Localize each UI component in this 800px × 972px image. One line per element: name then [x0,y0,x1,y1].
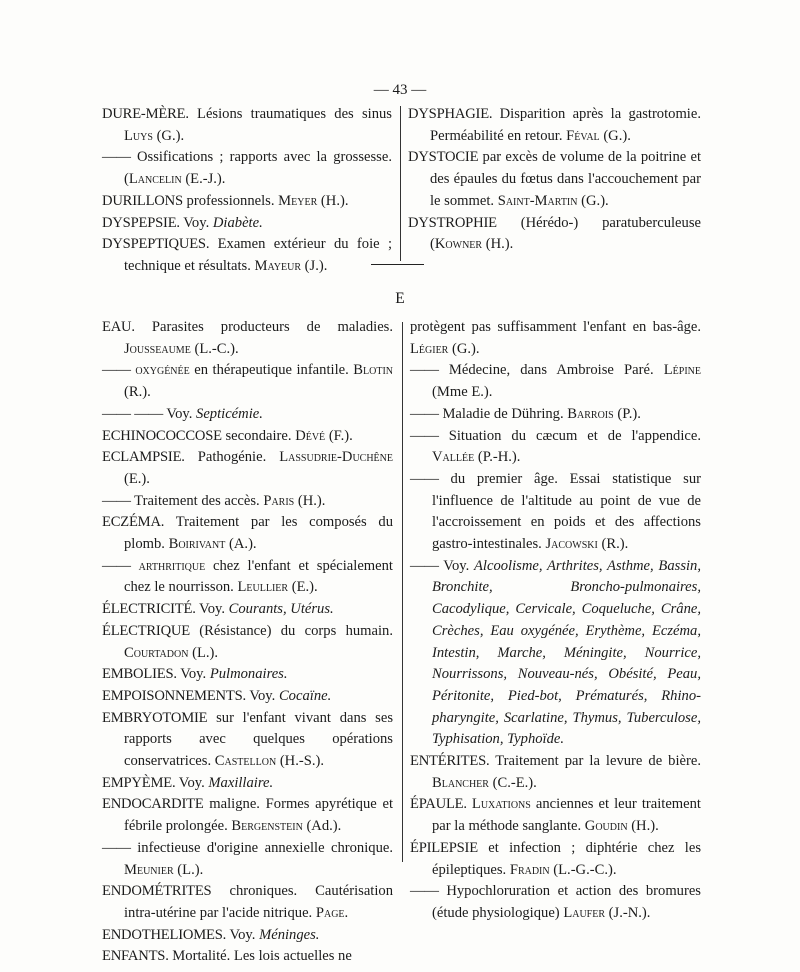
index-entry [408,104,701,147]
cross-reference: Méninges. [259,926,320,943]
entry-heading: ENDOCARDITE [102,796,204,813]
author-initials: (H.). [294,492,326,509]
author-name: Barrois [567,405,614,422]
author-initials: (G.). [599,127,631,144]
author-name: Kowner [434,236,483,253]
index-entry [102,708,393,773]
index-entry [410,838,701,881]
entry-heading: DYSTROPHIE [408,214,497,231]
entry-text: Examen extérieur du foie ; technique et résultats. [124,236,392,274]
author-initials: (G.). [152,127,185,144]
index-entry [410,881,701,924]
index-entry [102,491,393,513]
index-entry [102,946,393,968]
author-name: Fradin [509,861,550,878]
index-entry [410,360,701,403]
entry-heading: ENDOTHELIOMES. [102,926,227,943]
entry-heading: ÉPILEPSIE [410,839,478,856]
index-entry [102,447,393,490]
entry-text: Voy. [438,557,475,574]
entry-text: Traitement des accès. [130,492,264,509]
index-entry [102,599,393,621]
author-initials: (J.). [301,257,328,274]
author-initials: (H.). [317,192,349,209]
entry-subheading: Luxations [471,796,531,813]
author-initials: (L.-G.-C.). [549,861,617,878]
index-entry [102,512,393,555]
index-entry [102,104,392,147]
author-initials: (R.). [597,536,629,553]
entry-text: chroniques. Cautérisation intra-utérine par l'acide nitrique. [124,883,393,921]
index-entry [408,213,701,256]
author-initials: (F.). [325,427,353,444]
entry-text: Lésions traumatiques des sinus [188,106,392,122]
author-initials: (C.-E.). [488,774,537,791]
entry-heading: —— [410,427,439,444]
entry-heading: —— [410,405,439,422]
author-initials: (P.-H.). [474,449,521,466]
page-number: — 43 — [373,82,427,98]
entry-heading: DYSPEPSIE. [102,214,180,231]
author-name: Blotin [353,362,393,379]
author-name: Meyer [278,192,318,209]
author-name: Boirivant [168,536,226,553]
entry-heading: DURE-MÈRE. [102,106,189,122]
entry-heading: EMBRYOTOMIE [102,709,208,726]
index-entry [102,621,393,664]
author-name: Castellon [214,753,277,770]
index-entry [410,404,701,426]
index-entry [408,147,701,212]
index-entry [410,426,701,469]
entry-text: Traitement par les composés du plomb. [124,514,393,553]
author-initials: (G.). [577,192,609,209]
index-entry [102,925,393,947]
author-initials: (L.). [173,861,204,878]
author-initials: (P.). [613,405,641,422]
author-name: Vallée [432,449,475,466]
entry-text: Médecine, dans Ambroise Paré. [438,362,664,379]
entry-heading: DURILLONS [102,192,183,209]
author-name: Légier [410,340,449,357]
entry-heading: DYSTOCIE [408,149,479,166]
entry-text: Pathogénie. [184,449,280,466]
entry-text: chez l'enfant et spécialement chez le nourrisson. [124,557,393,596]
entry-text: Mortalité. Les lois actuelles ne [168,948,352,965]
author-initials: (E.). [124,470,150,487]
cross-reference: Pulmonaires. [209,666,288,683]
index-entry [102,317,393,360]
entry-heading: ECZÉMA. [102,514,165,531]
author-initials: (Ad.). [302,818,342,835]
entry-text: Voy. [175,774,209,791]
index-entry [102,794,393,837]
index-entry [102,686,393,708]
author-name: Goudin [584,818,628,835]
author-name: Luys [124,127,153,144]
entry-heading: EAU. [102,319,135,335]
author-initials: (L.). [188,644,219,661]
index-entry [102,426,393,448]
entry-heading: —— [410,557,439,574]
index-entry [410,556,701,751]
author-name: Page [315,904,345,921]
author-initials: . [344,904,349,921]
entry-heading: —— [102,492,131,509]
entry-text: Traitement par la levure de bière. [489,753,701,770]
author-initials: (H.). [482,236,514,253]
entry-text: et infection ; diphtérie chez les épileptiques. [432,839,701,878]
author-initials: (J.-N.). [605,904,651,921]
author-initials: (A.). [225,536,257,553]
entry-text: Disparition après la gastrotomie. Perméabilité en retour. [430,106,701,144]
entry-heading: ENDOMÉTRITES [102,883,212,900]
author-name: Mayeur [254,257,302,274]
entry-heading: ENTÉRITES. [410,753,490,770]
cross-reference: Alcoolisme, Arthrites, Asthme, Bassin, Bronchite, Broncho-pulmonaires, Cacodylique, Cervicale, Coqueluche, Crâne, Crèches, Eau oxygénée, Erythème, Eczéma, Intestin, Marche, Méningite, Nourrice, Nourrissons, Nouveau-nés, Obésité, Peau, Péritonite, Pied-bot, Prématurés, Rhino-pharyngite, Scarlatine, Thymus, Tuberculose, Typhisation, Typhoïde. [432,557,701,748]
entry-text: anciennes et leur traitement par la méthode sanglante. [432,796,701,835]
entry-text: professionnels. [182,192,279,209]
top-left-column [102,104,392,278]
bottom-left-column [102,317,393,968]
entry-heading: ECLAMPSIE. [102,449,185,466]
entry-text: (Résistance) du corps humain. [189,622,393,639]
author-name: Dévé [295,427,326,444]
entry-heading: —— [102,839,131,856]
author-initials: (H.). [627,818,659,835]
entry-text: Parasites producteurs de maladies. [134,319,393,335]
entry-text: du premier âge. Essai statistique sur l'influence de l'altitude au point de vue de l'accroissement en poids et des affections gastro-intestinales. [432,470,701,553]
index-entry [102,191,392,213]
index-entry [102,213,392,235]
entry-text: Hypochloruration et action des bromures (étude physiologique) [432,883,701,921]
entry-text: Voy. [163,405,197,422]
author-name: Saint-Martin [497,192,578,209]
entry-text: par excès de volume de la poitrine et des épaules du fœtus dans l'accouchement par le sommet. [430,149,701,209]
entry-text: Voy. [179,214,213,231]
cross-reference: Maxillaire. [208,774,274,791]
entry-heading: ENFANTS. [102,948,169,965]
entry-text: en thérapeutique infantile. [189,362,354,379]
entry-text: Voy. [245,687,279,704]
index-entry [102,881,393,924]
index-entry [102,360,393,403]
section-letter: E [395,290,405,307]
entry-heading: ÉLECTRIQUE [102,622,190,639]
entry-text: (Hérédo-) paratuberculeuse ( [430,214,701,253]
entry-text: infectieuse d'origine annexielle chronique. [130,839,393,856]
entry-heading: DYSPEPTIQUES. [102,236,210,253]
entry-heading: ECHINOCOCCOSE [102,427,222,444]
cross-reference: Cocaïne. [278,687,332,704]
entry-heading: DYSPHAGIE. [408,106,493,122]
entry-text: Ossifications ; rapports avec la grossesse. ( [124,149,392,188]
author-name: Paris [263,492,295,509]
entry-subheading: arthritique [138,557,206,574]
cross-reference: Courants, Utérus. [228,601,334,618]
entry-heading: —— [410,470,439,487]
entry-heading: EMBOLIES. [102,666,177,683]
index-entry [410,469,701,556]
index-entry [102,556,393,599]
author-name: Lancelin [128,171,182,188]
entry-text: Voy. [176,666,210,683]
entry-heading: EMPYÈME. [102,774,176,791]
bottom-right-column [410,317,701,925]
entry-heading: —— —— [102,405,164,422]
entry-subheading: oxygénée [135,362,190,379]
entry-heading: ÉPAULE. [410,796,467,813]
author-initials: (E.). [288,579,318,596]
author-name: Bergenstein [231,818,303,835]
entry-text: maligne. Formes apyrétique et fébrile prolongée. [124,796,393,835]
author-initials: (G.). [448,340,480,357]
author-initials: (E.-J.). [181,171,226,188]
index-entry [410,794,701,837]
author-name: Jacowski [545,536,598,553]
entry-heading: —— [410,362,439,379]
author-initials: (H.-S.). [276,753,325,770]
index-entry [102,773,393,795]
author-name: Laufer [563,904,606,921]
top-right-column [408,104,701,256]
entry-text: Voy. [195,601,229,618]
section-rule [371,264,424,265]
author-name: Leullier [237,579,289,596]
author-name: Blancher [432,774,489,791]
entry-text: Situation du cæcum et de l'appendice. [438,427,701,444]
index-entry [102,234,392,277]
cross-reference: Septicémie. [196,405,263,422]
index-entry [102,147,392,190]
cross-reference: Diabète. [212,214,263,231]
author-name: Lépine [663,362,701,379]
author-name: Jousseaume [124,340,191,357]
author-initials: (L.-C.). [190,340,239,357]
entry-text: Voy. [226,926,260,943]
entry-heading: ÉLECTRICITÉ. [102,601,196,618]
entry-heading: —— [102,362,131,379]
entry-heading: —— [102,149,131,166]
entry-text: Maladie de Dühring. [438,405,568,422]
entry-heading: EMPOISONNEMENTS. [102,687,246,704]
entry-text: sur l'enfant vivant dans ses rapports avec quelques opérations conservatrices. [124,709,393,770]
author-name: Lassudrie-Duchêne [279,449,393,466]
column-divider-top [400,106,401,261]
author-name: Meunier [124,861,174,878]
entry-text: protègent pas suffisamment l'enfant en bas-âge. [410,319,701,335]
index-entry [410,751,701,794]
entry-text: secondaire. [221,427,296,444]
author-initials: (R.). [124,384,151,401]
author-initials: (Mme E.). [432,384,493,401]
column-divider-bottom [402,322,403,862]
index-entry [102,838,393,881]
author-name: Courtadon [124,644,189,661]
index-entry [102,664,393,686]
entry-heading: —— [410,883,439,900]
author-name: Féval [566,127,600,144]
index-entry [410,317,701,360]
index-entry [102,404,393,426]
entry-heading: —— [102,557,131,574]
